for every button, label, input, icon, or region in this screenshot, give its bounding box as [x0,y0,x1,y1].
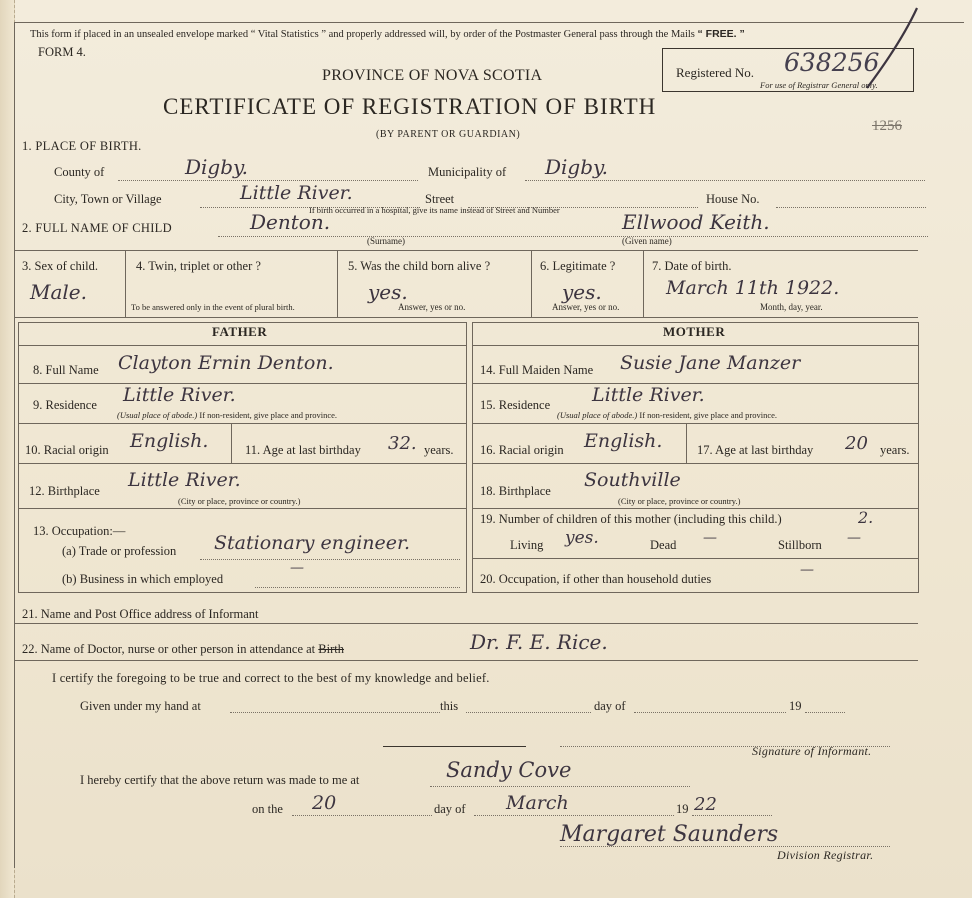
father-residence-value: Little River. [123,384,236,406]
registrar-use-note: For use of Registrar General only. [760,80,878,90]
place-section-label: 1. PLACE OF BIRTH. [22,139,142,153]
registered-label: Registered No. [676,65,754,80]
this-day-line [466,712,591,713]
father-years: years. [424,443,454,457]
child-name-label: 2. FULL NAME OF CHILD [22,221,172,235]
father-trade-label: (a) Trade or profession [62,544,177,558]
certify-statement: I certify the foregoing to be true and correct to the best of my knowledge and belief. [52,671,490,685]
father-residence-caption: (Usual place of abode.) If non-resident, give place and province. [117,410,337,420]
father-heading-rule [18,345,466,346]
living-label: Living [510,538,544,552]
father-racial-divider [231,423,232,463]
year-line [805,712,845,713]
father-racial-value: English. [130,430,209,452]
city-value: Little River. [240,182,353,204]
county-line [118,180,418,181]
sex-value: Male. [30,280,87,304]
born-alive-label: 5. Was the child born alive ? [348,259,491,273]
father-heading: FATHER [212,324,268,339]
father-row-10-rule [18,463,466,464]
mother-row-19-rule [472,558,918,559]
father-business-value: — [290,560,304,576]
mother-name-value: Susie Jane Manzer [620,352,801,374]
born-alive-caption: Answer, yes or no. [398,302,466,312]
on-the-label: on the [252,802,283,816]
given-place-line [230,712,440,713]
page-subtitle: (BY PARENT OR GUARDIAN) [376,129,521,140]
mother-row-18-rule [472,508,918,509]
mother-birthplace-value: Southville [584,469,681,491]
given-caption: (Given name) [622,236,672,246]
mother-birthplace-label: 18. Birthplace [480,484,551,498]
mother-residence-label: 15. Residence [480,398,551,412]
surname-caption: (Surname) [367,236,405,246]
father-occupation-label: 13. Occupation:— [33,524,126,538]
year-line-2 [692,815,772,816]
dead-label: Dead [650,538,677,552]
divider-5-6 [531,250,532,317]
signature-of-informant: Signature of Informant. [752,744,872,758]
mother-occupation-label: 20. Occupation, if other than household duties [480,572,712,586]
father-business-label: (b) Business in which employed [62,572,224,586]
hospital-note: If birth occurred in a hospital, give its name instead of Street and Number [309,205,560,215]
father-residence-label: 9. Residence [33,398,97,412]
page-title: CERTIFICATE OF REGISTRATION OF BIRTH [163,94,657,119]
father-birthplace-caption: (City or place, province or country.) [178,496,301,506]
father-name-value: Clayton Ernin Denton. [118,352,334,374]
father-age-value: 32. [388,433,417,454]
mother-occupation-value: — [800,562,814,578]
father-row-9-rule [18,423,466,424]
father-trade-line [200,559,460,560]
birth-date-caption: Month, day, year. [760,302,823,312]
row-3-bottom-border [14,317,918,318]
divider-3-4 [125,250,126,317]
given-under-label: Given under my hand at [80,699,201,713]
child-surname: Denton. [250,210,331,234]
mail-notice: This form if placed in an unsealed envelope marked “ Vital Statistics ” and properly addressed will, by order of the Postmaster General pass through the Mails “ FREE. ” [30,28,745,40]
check-mark-icon [855,4,925,94]
child-name-line [218,236,928,237]
day-of-label-2: day of [434,802,466,816]
children-count-label: 19. Number of children of this mother (including this child.) [480,512,782,526]
father-row-8-rule [18,383,466,384]
father-row-12-rule [18,508,466,509]
father-birthplace-value: Little River. [128,469,241,491]
corner-number: 1256 [872,118,902,134]
year-prefix-2: 19 [676,802,689,816]
mother-racial-value: English. [584,430,663,452]
on-the-value: 20 [312,792,337,814]
mother-age-value: 20 [845,433,868,454]
stillborn-value: — [847,530,861,546]
day-of-line [634,712,786,713]
row-3-top-border [14,250,918,251]
legitimate-value: yes. [562,280,602,304]
mother-row-15-rule [472,423,918,424]
province-heading: PROVINCE OF NOVA SCOTIA [322,67,543,84]
house-no-line [776,207,926,208]
birth-date-value: March 11th 1922. [666,277,840,299]
divider-6-7 [643,250,644,317]
child-given-name: Ellwood Keith. [622,210,770,234]
top-border [14,22,964,23]
mother-residence-value: Little River. [592,384,705,406]
children-count-value: 2. [858,508,874,527]
municipality-value: Digby. [545,155,609,179]
father-trade-value: Stationary engineer. [214,532,411,554]
twin-note: To be answered only in the event of plural birth. [131,302,295,312]
this-label: this [440,699,459,713]
house-no-label: House No. [706,192,760,206]
form-number: FORM 4. [38,45,86,59]
dead-value: — [703,530,717,546]
left-border [14,22,15,868]
mother-age-label: 17. Age at last birthday [697,443,814,457]
mother-heading-rule [472,345,918,346]
sex-label: 3. Sex of child. [22,259,99,273]
month-line [474,815,674,816]
doctor-label: 22. Name of Doctor, nurse or other person in attendance at Birth [22,642,344,656]
month-value: March [506,792,569,814]
division-registrar-label: Division Registrar. [777,848,874,862]
born-alive-value: yes. [368,280,408,304]
return-place-line [430,786,690,787]
mother-birthplace-caption: (City or place, province or country.) [618,496,741,506]
informant-rule [14,623,918,624]
mother-row-16-rule [472,463,918,464]
city-label: City, Town or Village [54,192,162,206]
year-19-label: 19 [789,699,802,713]
registered-number: 638256 [784,48,880,77]
father-birthplace-label: 12. Birthplace [29,484,100,498]
mother-heading: MOTHER [663,324,726,339]
stillborn-label: Stillborn [778,538,822,552]
father-business-line [255,587,460,588]
mother-name-label: 14. Full Maiden Name [480,363,594,377]
street-label: Street [425,192,455,206]
father-name-label: 8. Full Name [33,363,99,377]
mother-racial-label: 16. Racial origin [480,443,564,457]
day-of-label: day of [594,699,626,713]
mother-racial-divider [686,423,687,463]
divider-4-5 [337,250,338,317]
doctor-rule [14,660,918,661]
county-value: Digby. [185,155,249,179]
legitimate-label: 6. Legitimate ? [540,259,616,273]
county-label: County of [54,165,105,179]
father-age-label: 11. Age at last birthday [245,443,361,457]
living-value: yes. [565,528,599,548]
father-racial-label: 10. Racial origin [25,443,109,457]
return-statement: I hereby certify that the above return was made to me at [80,773,360,787]
return-place-value: Sandy Cove [446,758,572,782]
year-value: 22 [694,794,717,815]
informant-signature-rule [383,746,526,747]
left-torn-edge [0,0,15,898]
registrar-signature-line [560,846,890,847]
municipality-label: Municipality of [428,165,507,179]
informant-label: 21. Name and Post Office address of Informant [22,607,259,621]
mother-years: years. [880,443,910,457]
doctor-value: Dr. F. E. Rice. [470,630,608,654]
registrar-signature: Margaret Saunders [560,822,779,847]
legitimate-caption: Answer, yes or no. [552,302,620,312]
municipality-line [525,180,925,181]
birth-date-label: 7. Date of birth. [652,259,732,273]
on-the-line [292,815,432,816]
mother-residence-caption: (Usual place of abode.) If non-resident, give place and province. [557,410,777,420]
twin-label: 4. Twin, triplet or other ? [136,259,261,273]
